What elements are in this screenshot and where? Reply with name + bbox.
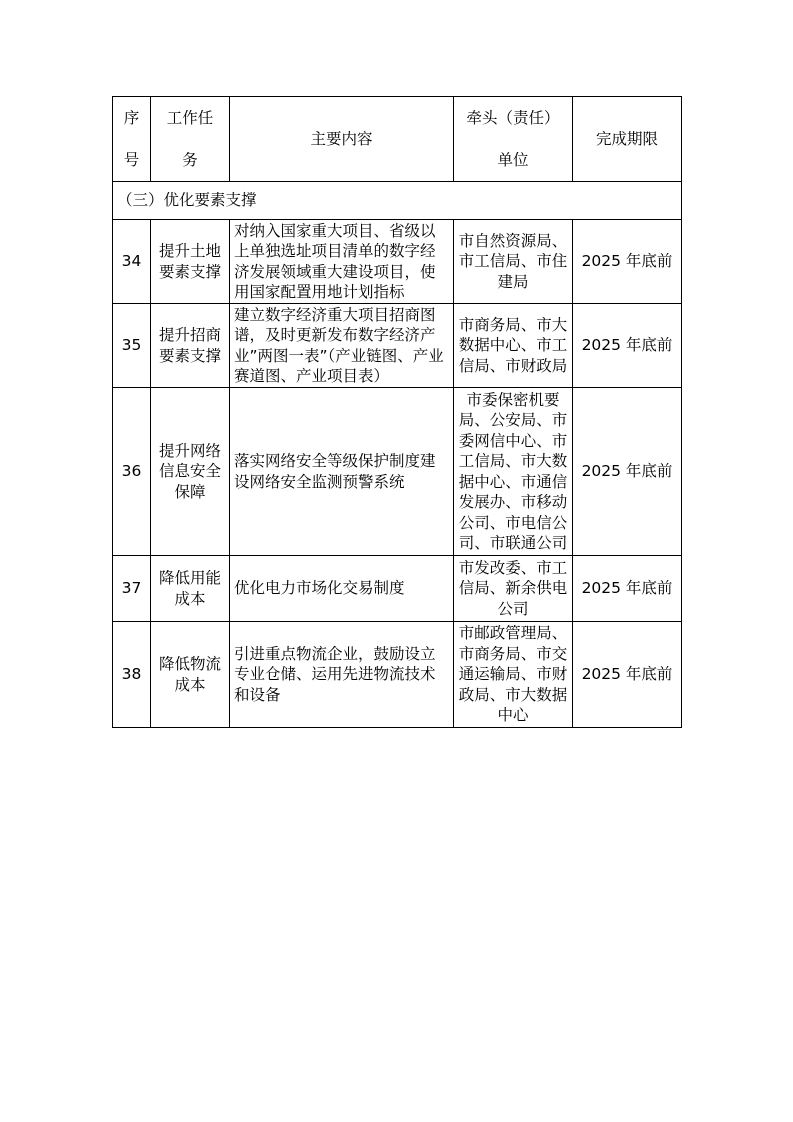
- row-unit: 市委保密机要局、公安局、市委网信中心、市工信局、市大数据中心、市通信发展办、市移动公司、市电信公司、市联通公司: [454, 388, 573, 556]
- table-row: [113, 622, 682, 728]
- header-unit: [454, 97, 573, 182]
- header-no-line1: 序: [123, 109, 140, 127]
- row-task: 提升土地要素支撑: [151, 220, 230, 304]
- row-task: 提升网络信息安全保障: [151, 388, 230, 556]
- row-unit: 市发改委、市工信局、新余供电公司: [454, 556, 573, 622]
- row-task: 提升招商要素支撑: [151, 304, 230, 388]
- task-table: [112, 96, 682, 728]
- row-unit: 市邮政管理局、市商务局、市交通运输局、市财政局、市大数据中心: [454, 622, 573, 728]
- header-task-line2: 务: [182, 151, 198, 169]
- header-unit-line2: 单位: [497, 151, 529, 169]
- row-deadline: 2025 年底前: [573, 220, 682, 304]
- row-deadline: 2025 年底前: [573, 304, 682, 388]
- header-unit-line1: 牵头（责任）: [466, 109, 560, 127]
- row-number: 37: [113, 556, 151, 622]
- header-no: [113, 97, 151, 182]
- header-task: [151, 97, 230, 182]
- header-row: [113, 97, 682, 182]
- header-task-line1: 工作任: [166, 109, 214, 127]
- header-deadline: 完成期限: [573, 97, 682, 182]
- row-task: 降低用能成本: [151, 556, 230, 622]
- table-row: [113, 388, 682, 556]
- row-deadline: 2025 年底前: [573, 388, 682, 556]
- section-title: （三）优化要素支撑: [113, 182, 682, 220]
- table-row: [113, 220, 682, 304]
- row-content: 建立数字经济重大项目招商图谱，及时更新发布数字经济产业”两图一表”（产业链图、产业赛道图、产业项目表）: [230, 304, 454, 388]
- table-row: [113, 304, 682, 388]
- row-number: 36: [113, 388, 151, 556]
- row-number: 38: [113, 622, 151, 728]
- row-number: 34: [113, 220, 151, 304]
- row-deadline: 2025 年底前: [573, 556, 682, 622]
- table-row: [113, 556, 682, 622]
- row-task: 降低物流成本: [151, 622, 230, 728]
- row-content: 引进重点物流企业，鼓励设立专业仓储、运用先进物流技术和设备: [230, 622, 454, 728]
- row-number: 35: [113, 304, 151, 388]
- header-no-line2: 号: [123, 151, 140, 169]
- row-content: 优化电力市场化交易制度: [230, 556, 454, 622]
- row-unit: 市自然资源局、市工信局、市住建局: [454, 220, 573, 304]
- row-content: 对纳入国家重大项目、省级以上单独选址项目清单的数字经济发展领域重大建设项目，使用国家配置用地计划指标: [230, 220, 454, 304]
- section-row: [113, 182, 682, 220]
- header-content: 主要内容: [230, 97, 454, 182]
- row-unit: 市商务局、市大数据中心、市工信局、市财政局: [454, 304, 573, 388]
- row-deadline: 2025 年底前: [573, 622, 682, 728]
- row-content: 落实网络安全等级保护制度建设网络安全监测预警系统: [230, 388, 454, 556]
